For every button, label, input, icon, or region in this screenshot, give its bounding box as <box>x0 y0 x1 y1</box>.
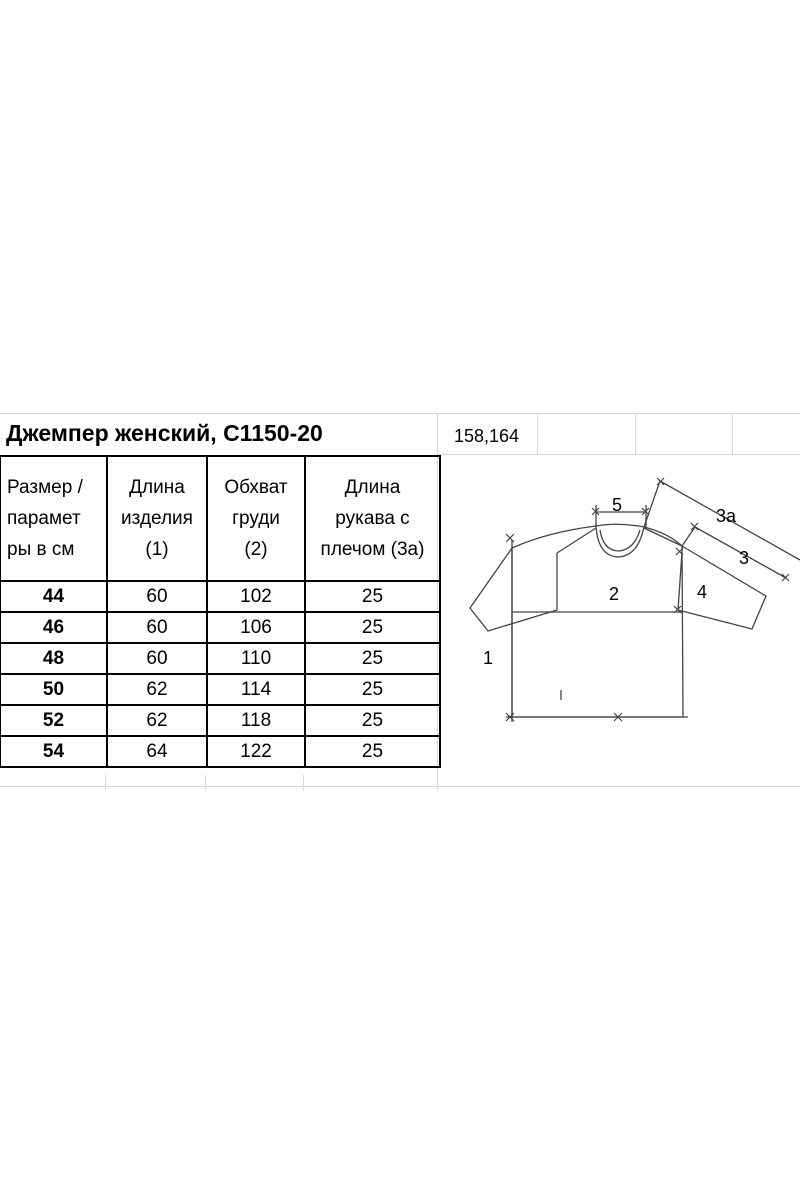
header-line: рукава с <box>335 508 410 529</box>
chest-cell: 102 <box>207 581 305 612</box>
right-sleeve <box>678 546 766 629</box>
table-row <box>0 705 440 736</box>
gridline <box>437 454 800 455</box>
sleeve-cell: 25 <box>305 612 440 643</box>
chest-cell: 114 <box>207 674 305 705</box>
size-cell: 50 <box>0 674 107 705</box>
header-line: груди <box>232 508 280 529</box>
header-garment-length <box>107 456 207 581</box>
header-size-parameters <box>0 456 107 581</box>
gridline <box>105 775 106 790</box>
header-line: (2) <box>244 539 268 560</box>
label-chest: 2 <box>609 584 620 604</box>
chest-cell: 110 <box>207 643 305 674</box>
header-line: изделия <box>121 508 193 529</box>
table-row <box>0 581 440 612</box>
sleeve-measure-leader <box>682 527 695 546</box>
neckline-inner <box>600 530 640 551</box>
raglan-seam-right <box>644 528 682 546</box>
chest-cell: 106 <box>207 612 305 643</box>
armhole-measure-line <box>678 552 682 610</box>
length-cell: 60 <box>107 612 207 643</box>
table-row <box>0 674 440 705</box>
sleeve-shoulder-leader <box>644 481 660 527</box>
gridline <box>437 413 438 454</box>
gridline <box>635 413 636 454</box>
length-cell: 62 <box>107 674 207 705</box>
header-line: Обхват <box>224 477 288 498</box>
sleeve-cell: 25 <box>305 581 440 612</box>
header-line: Размер / <box>7 477 83 498</box>
gridline <box>732 413 733 454</box>
header-line: плечом (3а) <box>320 539 425 560</box>
sleeve-cell: 25 <box>305 643 440 674</box>
size-cell: 46 <box>0 612 107 643</box>
table-row <box>0 736 440 767</box>
gridline <box>0 413 800 414</box>
garment-measurement-diagram <box>460 470 800 730</box>
sleeve-cell: 25 <box>305 705 440 736</box>
table-row <box>0 612 440 643</box>
sleeve-cell: 25 <box>305 736 440 767</box>
header-line: Длина <box>344 477 401 498</box>
length-cell: 64 <box>107 736 207 767</box>
jumper-outline <box>512 524 683 717</box>
size-table <box>0 455 441 768</box>
header-sleeve-length <box>305 456 440 581</box>
label-length: 1 <box>483 648 494 668</box>
product-title: Джемпер женский, С1150-20 <box>6 420 323 446</box>
gridline <box>0 786 800 787</box>
length-cell: 60 <box>107 581 207 612</box>
length-cell: 60 <box>107 643 207 674</box>
table-row <box>0 643 440 674</box>
length-cell: 62 <box>107 705 207 736</box>
gridline <box>537 413 538 454</box>
header-line: (1) <box>145 539 169 560</box>
chest-cell: 118 <box>207 705 305 736</box>
gridline <box>205 775 206 790</box>
header-chest-girth <box>207 456 305 581</box>
table-header-row <box>0 456 440 581</box>
label-sleeve: 3 <box>739 548 750 568</box>
label-armhole: 4 <box>697 582 708 602</box>
sleeve-cell: 25 <box>305 674 440 705</box>
size-cell: 44 <box>0 581 107 612</box>
chest-cell: 122 <box>207 736 305 767</box>
header-line: парамет <box>7 508 81 529</box>
left-sleeve <box>470 548 557 631</box>
size-cell: 54 <box>0 736 107 767</box>
gridline <box>303 775 304 790</box>
label-sleeve-shoulder: 3а <box>716 506 737 526</box>
header-line: ры в см <box>7 539 75 560</box>
size-cell: 48 <box>0 643 107 674</box>
height-code-cell: 158,164 <box>454 426 520 446</box>
label-neck: 5 <box>612 495 623 515</box>
header-line: Длина <box>129 477 185 498</box>
size-cell: 52 <box>0 705 107 736</box>
